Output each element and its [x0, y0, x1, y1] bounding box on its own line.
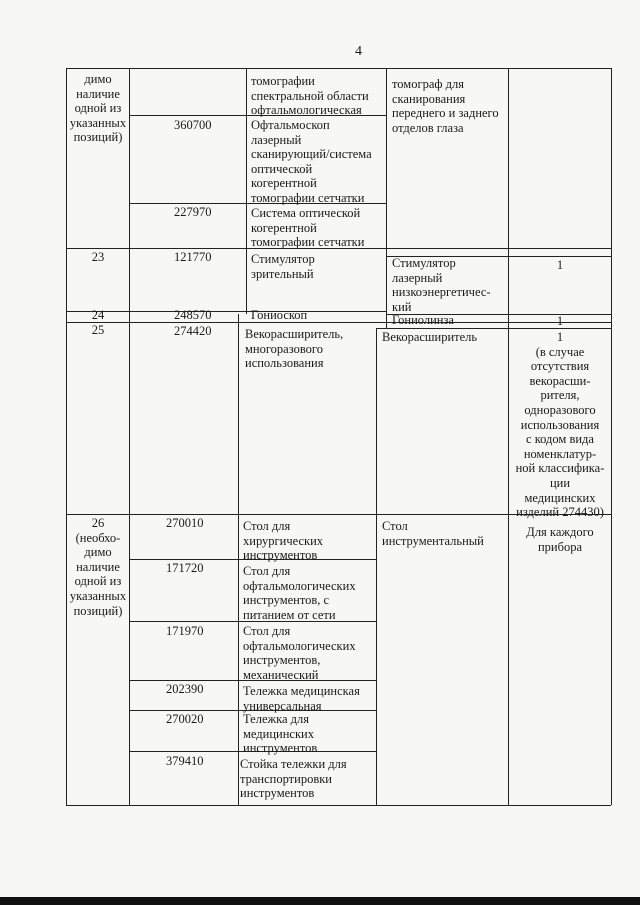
device-name-cell: Гониоскоп [251, 308, 308, 322]
code-cell: 360700 [174, 118, 212, 132]
code-cell: 270020 [166, 712, 204, 726]
equipment-cell: Стимулятор лазерный низкоэнергетичес- кий [392, 256, 491, 314]
code-cell: 227970 [174, 205, 212, 219]
code-cell: 171720 [166, 561, 204, 575]
device-name-cell: Тележка медицинская универсальная [243, 684, 360, 713]
equipment-cell: Стол инструментальный [382, 519, 484, 548]
device-name-cell: Стол для офтальмологических инструментов, с питанием от сети [243, 564, 356, 622]
code-cell: 274420 [174, 324, 212, 338]
equipment-cell: Гониолинза [392, 313, 454, 327]
device-name-cell: Тележка для медицинских инструментов [243, 712, 318, 756]
code-cell: 202390 [166, 682, 204, 696]
device-name-cell: Стол для хирургических инструментов [243, 519, 324, 563]
qty-cell: 1 [556, 314, 564, 328]
row-num-cell: 25 [91, 323, 105, 337]
device-name-cell: томографии спектральной области офтальмологическая [251, 74, 369, 118]
qty-cell: 1 [556, 258, 564, 272]
device-name-cell: Стойка тележки для транспортировки инструментов [240, 757, 347, 801]
code-cell: 171970 [166, 624, 204, 638]
scan-edge [0, 897, 640, 905]
qty-cell: Для каждого прибора [526, 525, 594, 554]
code-cell: 248570 [174, 308, 212, 322]
row-num-cell: 26 (необхо- димо наличие одной из указанных позиций) [69, 516, 127, 618]
device-name-cell: Офтальмоскоп лазерный сканирующий/система оптической когерентной томографии сетчатки [251, 118, 372, 205]
code-cell: 270010 [166, 516, 204, 530]
equipment-cell: Векорасширитель [382, 330, 478, 344]
equipment-cell: томограф для сканирования переднего и заднего отделов глаза [392, 77, 499, 135]
device-name-cell: Стол для офтальмологических инструментов, механический [243, 624, 356, 682]
device-name-cell: Стимулятор зрительный [251, 252, 315, 281]
code-cell: 379410 [166, 754, 204, 768]
page-number: 4 [355, 44, 362, 59]
device-name-cell: Система оптической когерентной томографии сетчатки [251, 206, 365, 250]
qty-cell: 1 (в случае отсутствия векорасши- рителя, одноразового использования с кодом вида номенклатур- ной классифика- ции медицинских изделий 274430) [515, 330, 605, 520]
device-name-cell: Векорасширитель, многоразового использования [245, 327, 344, 371]
code-cell: 121770 [174, 250, 212, 264]
row-num-cell: 24 [91, 308, 105, 322]
row-num-cell: димо наличие одной из указанных позиций) [69, 72, 127, 145]
row-num-cell: 23 [91, 250, 105, 264]
